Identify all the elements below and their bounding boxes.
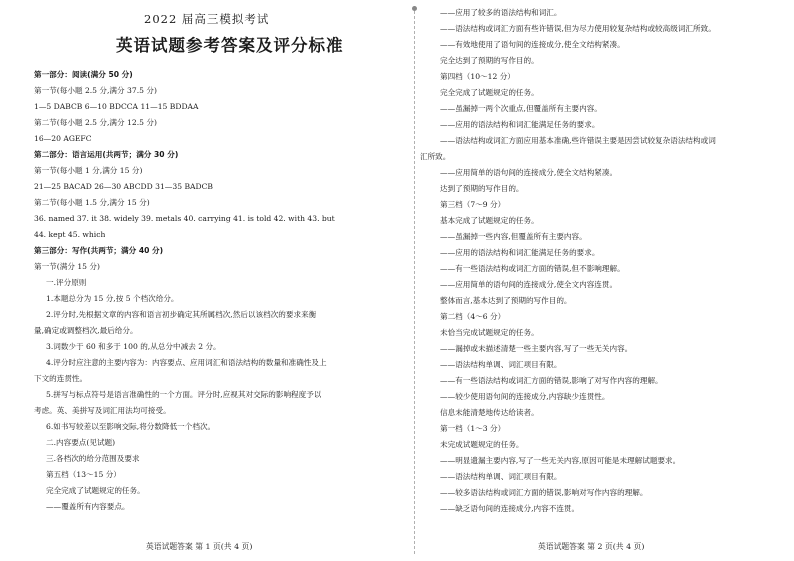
criterion-line: 达到了预期的写作目的。 bbox=[440, 184, 524, 193]
criterion-line: 未恰当完成试题规定的任务。 bbox=[440, 328, 539, 337]
tier-heading: 第二档（4～6 分） bbox=[440, 312, 506, 321]
criterion-line: ——应用简单的语句间的连接成分,使全文结构紧凑。 bbox=[440, 168, 618, 177]
tier-heading: 第四档（10～12 分） bbox=[440, 72, 515, 81]
rule-item: 1.本题总分为 15 分,按 5 个档次给分。 bbox=[46, 294, 179, 303]
points-heading: 二.内容要点(见试题) bbox=[46, 438, 116, 447]
criterion-line: ——应用的语法结构和词汇能满足任务的要求。 bbox=[440, 120, 600, 129]
answer-key-line: 36. named 37. it 38. widely 39. metals 40. carrying 41. is told 42. with 43. but bbox=[34, 214, 335, 223]
criterion-line: 完全达到了预期的写作目的。 bbox=[440, 56, 539, 65]
criterion-line: ——语法结构单调、词汇项目有限。 bbox=[440, 360, 562, 369]
criterion-line: ——较少使用语句间的连接成分,内容缺少连贯性。 bbox=[440, 392, 610, 401]
section-heading: 第一节(满分 15 分) bbox=[34, 262, 100, 271]
answer-key-line: 21—25 BACAD 26—30 ABCDD 31—35 BADCB bbox=[34, 182, 214, 191]
criterion-line: ——缺乏语句间的连接成分,内容不连贯。 bbox=[440, 504, 580, 513]
rule-item-continued: 下文的连贯性。 bbox=[34, 374, 88, 383]
answer-key-line: 16—20 AGEFC bbox=[34, 134, 92, 143]
criterion-line: 未完成试题规定的任务。 bbox=[440, 440, 524, 449]
criterion-line: 整体而言,基本达到了预期的写作目的。 bbox=[440, 296, 572, 305]
tier-heading: 第一档（1～3 分） bbox=[440, 424, 506, 433]
rule-item: 2.评分时,先根据文章的内容和语言初步确定其所属档次,然后以该档次的要求来衡 bbox=[46, 310, 317, 319]
criterion-line: ——语法结构或词汇方面应用基本准确,些许错误主要是因尝试较复杂语法结构或词 bbox=[440, 136, 716, 145]
section-heading: 第二节(每小题 1.5 分,满分 15 分) bbox=[34, 198, 150, 207]
tier-criterion: ——覆盖所有内容要点。 bbox=[46, 502, 130, 511]
criterion-line: ——语法结构或词汇方面有些许错误,但为尽力使用较复杂结构或较高级词汇所致。 bbox=[440, 24, 716, 33]
rule-item: 3.词数少于 60 和多于 100 的,从总分中减去 2 分。 bbox=[46, 342, 221, 351]
criterion-line: ——虽漏掉一些内容,但覆盖所有主要内容。 bbox=[440, 232, 587, 241]
rule-item-continued: 考虑。英、美拼写及词汇用法均可接受。 bbox=[34, 406, 171, 415]
criterion-line: ——明显遗漏主要内容,写了一些无关内容,原因可能是未理解试题要求。 bbox=[440, 456, 681, 465]
binding-dashed-line bbox=[414, 6, 415, 554]
answer-sheet-page-1 bbox=[34, 0, 404, 561]
criterion-line: ——较多语法结构或词汇方面的错误,影响对写作内容的理解。 bbox=[440, 488, 648, 497]
rule-item: 5.拼写与标点符号是语言准确性的一个方面。评分时,应视其对交际的影响程度予以 bbox=[46, 390, 322, 399]
tier-heading: 第三档（7～9 分） bbox=[440, 200, 506, 209]
criterion-line: ——有效地使用了语句间的连接成分,使全文结构紧凑。 bbox=[440, 40, 625, 49]
tiers-heading: 三.各档次的给分范围及要求 bbox=[46, 454, 140, 463]
tier-description: 完全完成了试题规定的任务。 bbox=[46, 486, 145, 495]
criterion-line: ——有一些语法结构或词汇方面的错误,但不影响理解。 bbox=[440, 264, 625, 273]
criterion-line: ——语法结构单调、词汇项目有限。 bbox=[440, 472, 562, 481]
criterion-line: 完全完成了试题规定的任务。 bbox=[440, 88, 539, 97]
page-footer: 英语试题答案 第 1 页(共 4 页) bbox=[146, 542, 253, 551]
part2-heading: 第二部分：语言运用(共两节；满分 30 分) bbox=[34, 150, 179, 159]
rule-item: 4.评分时应注意的主要内容为：内容要点、应用词汇和语法结构的数量和准确性及上 bbox=[46, 358, 327, 367]
criterion-line: 基本完成了试题规定的任务。 bbox=[440, 216, 539, 225]
criterion-line: ——有一些语法结构或词汇方面的错误,影响了对写作内容的理解。 bbox=[440, 376, 663, 385]
criterion-line: ——应用的语法结构和词汇能满足任务的要求。 bbox=[440, 248, 600, 257]
criterion-line: ——应用了较多的语法结构和词汇。 bbox=[440, 8, 562, 17]
document-title: 英语试题参考答案及评分标准 bbox=[116, 36, 344, 55]
rule-item-continued: 量,确定或调整档次,最后给分。 bbox=[34, 326, 138, 335]
section-heading: 第二节(每小题 2.5 分,满分 12.5 分) bbox=[34, 118, 157, 127]
section-heading: 第一节(每小题 2.5 分,满分 37.5 分) bbox=[34, 86, 157, 95]
section-heading: 第一节(每小题 1 分,满分 15 分) bbox=[34, 166, 143, 175]
answer-key-line: 1—5 DABCB 6—10 BDCCA 11—15 BDDAA bbox=[34, 102, 199, 111]
criterion-line: ——漏掉或未描述清楚一些主要内容,写了一些无关内容。 bbox=[440, 344, 633, 353]
part3-heading: 第三部分：写作(共两节；满分 40 分) bbox=[34, 246, 164, 255]
criterion-line: ——虽漏掉一两个次重点,但覆盖所有主要内容。 bbox=[440, 104, 602, 113]
page-footer: 英语试题答案 第 2 页(共 4 页) bbox=[538, 542, 645, 551]
rule-item: 6.如书写较差以至影响交际,将分数降低一个档次。 bbox=[46, 422, 216, 431]
exam-name: 2022 届高三模拟考试 bbox=[144, 12, 270, 26]
rules-heading: 一.评分原则 bbox=[46, 278, 87, 287]
tier-heading: 第五档（13～15 分） bbox=[46, 470, 121, 479]
answer-key-line: 44. kept 45. which bbox=[34, 230, 106, 239]
criterion-line: 信息未能清楚地传达给读者。 bbox=[440, 408, 539, 417]
criterion-line: ——应用简单的语句间的连接成分,使全文内容连贯。 bbox=[440, 280, 618, 289]
criterion-line-continued: 汇所致。 bbox=[420, 152, 451, 161]
answer-sheet-page-2 bbox=[420, 0, 770, 561]
part1-heading: 第一部分：阅读(满分 50 分) bbox=[34, 70, 133, 79]
